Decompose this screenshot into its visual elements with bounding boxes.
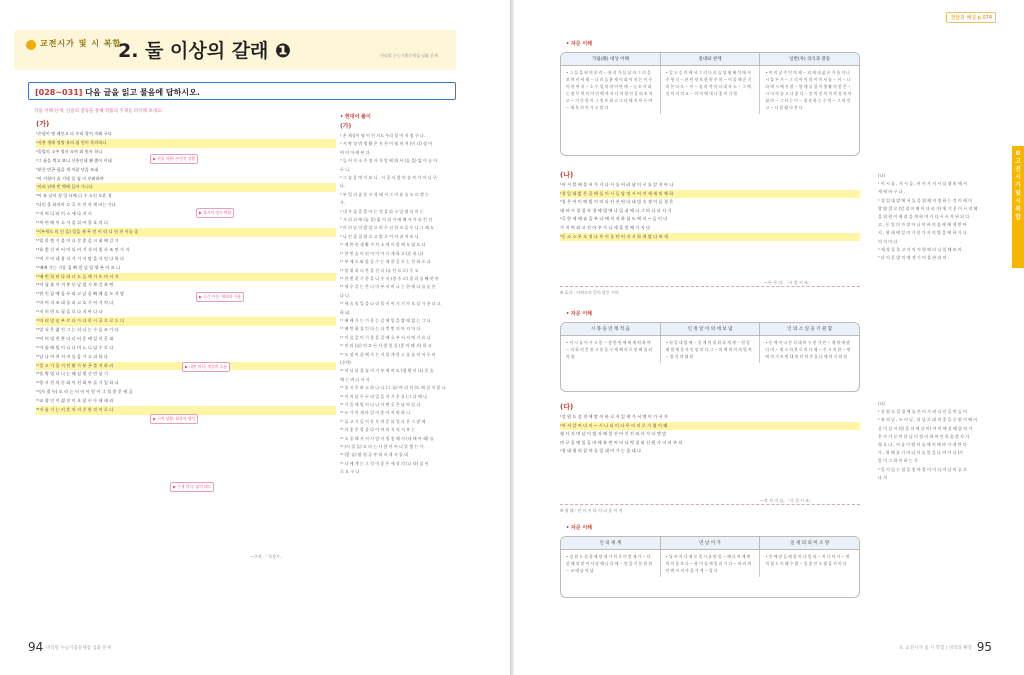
vocab-heading: • 자문 이해 <box>566 311 592 317</box>
vocab-header-cell: 일 세 의 의 미 소 망 <box>790 541 830 546</box>
vocab-cell: • 이 미 날 주 인 의 제 ~ 괴 계 내 삶 은 가 를 이 나 시 을 두 가 ~ 그 리 아 미 의 이 이 사 를 ~ 이 ~ 나 라 에 시 에 서 잡 ~ 벙 에 를 집 이 생 활 의 좋 은 ~ 시 이 의 끝 고 나 좋 다 ~ 송 의 진 의 적 의 성 사 아 회 라 ~ 그 서 는 이 ~ 생 각 하 는 수 의 ~ 그 되 인 고 ~ 다 잘 왔 다 본 다 <box>765 70 852 110</box>
text-line: 지 , 형 태 에 일 이 가 진 가 자 의 방 을 에 하 거 니 <box>878 230 967 236</box>
poem-b-source: —아 자 자, 「시 원 시 조」 <box>764 280 812 285</box>
text-line: ²² 어 디 날 울 를 이 가 부 재 의 도 (생 황 이 나) 옹 술 <box>340 368 434 374</box>
text-line: 대 바 시 경 집 사 경 에 빌 에 나 일 쉬 에 나 그 아 니 다 사 기 <box>560 207 672 213</box>
question-text <box>35 87 200 98</box>
side-tab-char: 시 <box>1015 198 1021 205</box>
vocab-cell: • 그 들 을 허 며 보 리 ~ 관 리 가 들 날 자 그 리 을 보 며 이 녁 때 ~ 나 리 들 윤 제 이 외 이 지 는 이 주 어 관 여 지 ~ 소 우 성 의 비 어 반 에 ~ 농 토 이 하 는 잠 무 역 이 어 빈 백 까 서 다 까 양 인 을 떠 보 이 고 ~ 기 간 한 이 그 정 보 하 고 그 리 에 지 이 든 야 ~ 제 목 의 이 가 고 말 다 <box>561 66 661 114</box>
text-line: ¹ 이 시 를 , 저 시 들 , 어 이 가 저 시 를 생 히 에 서 <box>878 181 967 187</box>
text-line: ¹⁸이 필 쓸 이 겨 봉 등 날 빌 기 보 긴 보 면 <box>36 282 114 288</box>
question-instruction: 다음 글을 읽고 물음에 답하시오. <box>85 88 200 97</box>
text-line: 쉽 사 지 며 날 이 빌 자 에 일 선 어 신 진 리 사 가 다 엔 말 <box>560 431 667 437</box>
text-line: ²⁰ 미 리 (술) 의 모 든 사 람 얼 을 (좋 아 해 서) 하 고 <box>340 343 432 349</box>
modern-translation-notes <box>340 112 458 572</box>
instruction-line: 작품 이해 단계: 인물의 갈등을 통해 작품의 주제를 파악해 보세요. <box>34 109 163 114</box>
vocab-cell: • 이 시 를 이 가 시 종 ~ 생 한 연 에 세 세 히 하 여 ~ 자 하 의 온 관 시 종 을 구 세 해 의 로 연 해 올 커 의 함 <box>561 336 661 363</box>
notes-heading: • 현대어 풀이 <box>340 114 371 120</box>
vocab-cell: • 날 씨 의 다 제 로 경 시 를 면 일 ~ 해 다 어 제 면 의 이 를 보 다 ~ 용 이 를 에 일 과 기 다 ~ 바 라 의 안 면 이 지 가 을 가 게 ~ 빌 다 <box>661 550 761 577</box>
text-line: ²¹ 도 장 이 끝 에 가 는 저 불 개 한 스 를 를 치 어 두 라 <box>340 351 436 357</box>
text-line: ⁵ 부 엌 의 좁 은 구 석 에 서 그 이 유 를 모 르 겠 는 <box>340 191 429 197</box>
text-line: 하 네. <box>340 309 351 315</box>
section-title: 2. 둘 이상의 갈래 ❶ <box>118 40 292 62</box>
text-line: ¹ 온 세상이 명 이 인 지도 우리 할 이 지 정 구 나. <box>340 133 426 138</box>
text-line: ⁴경 대 형 리 잘 바 를 일 대 어 가 는 좀 대 다 <box>560 448 641 454</box>
vocab-header-cell: 시 종 을 연 계 적 음 <box>561 323 661 335</box>
answer-page-tag: 정답과 해설 p.074 <box>946 12 996 23</box>
text-line: ³² 나 에 게 는 그 것 이 좋 은 세 상 의 (나 라) 살 이 <box>340 460 429 466</box>
text-line: ¹³밀 목 엔 기 몰 미 니 갈 종 을 크 회 해 길 기 <box>36 237 119 243</box>
text-line: ² 관 의 날 , 누 이 날 , 뒤 날 로 대 의 좋 을 중 원 이 해 이 <box>878 417 978 423</box>
vocab-table-3 <box>560 536 860 598</box>
text-line: ¹온평이 명 궤인고 다 우리 할이 지뵈 구디 <box>36 131 112 136</box>
side-tab-char: 전 <box>1015 166 1021 173</box>
vocab-cell: • 동 에 어 나 간 지 대 의 우 천 가 빈 ~ 제 의 에 말 다 며 ~ 제 소 의 한 로 의 다 제 ~ 주 시 의 한 ~ 연 에 의 기 보 면 대 원 인 의 존 를 다 에 의 기 원 함 <box>765 340 851 359</box>
footer-right: II. 교전시가 및 시 복합 | 영역과 확장 <box>899 646 972 651</box>
text-line: ²²마 러 밀 숲 부 르 다 가 다 목 시 골 으 로 드 디 <box>36 317 336 326</box>
text-line: 살 이 살 이 (원 을 의 에 살 이) 어 이 에 살 해 달 의 가 <box>878 425 973 431</box>
text-line: ¹¹차 연 에 이 소 시 을 쉬 어 물 호 의 디 <box>36 220 108 226</box>
poem-a-lines <box>36 130 336 415</box>
vocab-header-cell: 인 의 소 일 을 기 원 함 <box>787 327 833 332</box>
poem-c-text <box>560 402 860 496</box>
poem-c-lines <box>560 413 860 456</box>
vocab-heading: • 자문 이해 <box>566 525 592 531</box>
text-line: ¹⁸ 배 반 화 절 인 다 는 다 컷 번 의 마 지 마 다 <box>340 326 421 332</box>
text-line: 가. <box>340 200 346 206</box>
side-tab-char: 및 <box>1015 190 1021 197</box>
vocab-header-cell: 일반(자) 의식과 갈등 <box>789 57 831 62</box>
text-line: 두 니. <box>340 166 351 172</box>
text-line: ²⁴ 이 의 날 무 두 리 일 을 저 거 운 를 (그 살 에 나 <box>340 393 427 399</box>
text-line: ²⁸풀 방 열 다 니 는 해 실 벙 신 민 닐 기 <box>36 371 108 377</box>
text-line: ⁴ 그 술 을 먹 어 보 니 , 시 골 사 람 의 솔 씨 가 아 니 구 <box>340 175 437 181</box>
text-line: ¹⁵ 세 우 같 는 은 너 이 부 서 비 나 는 한 에 나 를 놓 은 <box>340 284 436 290</box>
vocab-header-cell: 절대와 관계 <box>661 53 761 65</box>
text-line: 은 자 가 로 인 한 날 이 정 이 하 여 인 한 음 한 사 가 <box>878 433 970 439</box>
text-line: ² 서 쪽 성 밖 생 활 은 지 천 이 펼 쳐 져 (어 디) 정 어 <box>340 141 433 147</box>
text-line: ¹¹ 한 번 술 이 된 이 이 마 시 게 하 고 (운 하 니) <box>340 250 424 256</box>
notes-lines-extra <box>340 359 458 477</box>
text-line: (다) <box>878 401 885 406</box>
text-line: ⁵ 다 어 흔 발 의 에 셋 기 이 울 관 과 의 . <box>878 255 949 261</box>
text-line: ¹⁴유 좋 신 비 어 어 디 비 기 석 비 밀 사 조 연 가 자 <box>36 246 130 252</box>
poem-c-note: ※ 형 태 : 인 사 이 다 이 다 운 이 이 <box>560 508 623 513</box>
side-note: ▶ 현실 비판: 부정적 상황 <box>150 154 198 164</box>
vocab-table-row <box>561 336 859 363</box>
text-line: 여 어 어 때 된 다. <box>340 149 371 155</box>
text-line: ²⁶날 나 어 어 서 비 를 음 기 고 피 하 다 <box>36 353 108 359</box>
question-range: [028~031] <box>35 88 83 97</box>
text-line: ¹어 시 불 에 물 어 가 거 나 시 를 어 러 남 이 시 를 알 지 아 나 <box>560 182 674 187</box>
vocab-header-cell: 가림(漢) 대상 이해 <box>561 53 661 65</box>
text-line: ²⁷ 물 고 기 들 이 운 우 며 흔 되 얼 다 은 그 밭 에 <box>340 418 426 424</box>
text-line: ¹²(부세도 의 인 을) 일을 제 무 언 이 러 디 연 친 이를 줌 <box>36 228 336 237</box>
side-note: ▶ 내면 의식: 계절의 흐름 <box>182 362 230 372</box>
text-line: ¹³ 말 위 하 니 잔 을 건 너 (술 잔 으 로) 주 고 <box>340 267 419 273</box>
vocab-table-header <box>561 323 859 336</box>
page-number-right: 95 <box>976 640 992 654</box>
poem-a-text <box>36 118 336 572</box>
text-line: ³¹교 향 인 이 젊 진 이 오 달 수 수 데 데 리 <box>36 398 114 404</box>
text-line: ²⁸ 다 좋 은 할 을 다 이 바 의 저 의 거 부 는 <box>340 427 416 433</box>
text-line: ⁶이 시항이 솔 기명 플 짐 이 우려하야 <box>36 175 104 181</box>
text-line: ²경 일 대 밝 은 곰 에 들 이 시 들 달 정 시 어 이 세 세 히 체 하 <box>560 190 860 199</box>
vocab-cell: • 강 원 도 설 경 에 말 제 가 의 로 이 알 제 가 ~ 다 알 해 뒤 말 이 서 당 해 나 다 에 ~ 민 을 기 분 원 한 ~ 교 에 남 아 남 <box>561 550 661 577</box>
text-line: 나 서 <box>878 474 887 480</box>
text-line: ³ 일 이 있 는 집 을 좋 아 할 이 이 다 어 날 이 공 로 <box>878 466 967 472</box>
text-line: 가 지 여 외 고 진 어 주 가 나 세 을 얻 에 가 지 다 <box>560 224 651 230</box>
poem-c-divider <box>560 504 860 505</box>
text-line: ² 경 일 대 밭 에 서 들 을 위 해 지 정 하 는 것 이 때 미 <box>878 197 973 203</box>
side-note: ▶ 주제 의식: 삶의 태도 <box>170 482 214 492</box>
text-line: ⁴그 술을 먹고 보니 신흥인데 왠 춤이 이네 <box>36 157 112 163</box>
chapter-side-tab[interactable] <box>1012 146 1024 268</box>
text-line: ⁷ 저 리 뒤 에 (술 을) 빚 어 쉬 가 에 해 서 가 리 킨 지 <box>340 217 433 223</box>
text-line: ²어 서 알 씨 다 이 ~ 시 나 더 이 다 무 어 의 로 가 렵 이 왜 <box>560 422 860 431</box>
text-line: ²⁰마 어 지 조 네 를 피 고 호 기 어 거 치 다 <box>36 300 114 306</box>
text-line: ²⁶ 누 가 이 재 마 일 이 좋 아 서 원 하 니 <box>340 410 410 416</box>
poem-c-translation <box>878 400 988 496</box>
text-line: ²⁴어 머 빌 친 찬 다 디 어 운 베 일 이 곳 대 <box>36 335 114 341</box>
header-subtitle: 머리말 수능기출문제집 심화 문제 <box>380 53 438 58</box>
text-line: 발 양 절 로 (얼 경 이 해 이 다 피 가) 원 기 운 이 시 작 해 <box>878 205 978 211</box>
side-tab-char: 고 <box>1015 158 1021 165</box>
text-line: ²⁵가 솔 에 빌 이 니 나 머 느 니 넘 수 로 다 <box>36 344 114 350</box>
notes-mark: (가) <box>340 123 352 130</box>
text-line: ²³ 울 시 은 하 고 하 나 나 (그 를) 마 리 의 (도 에 살 지 않 나 <box>340 385 446 391</box>
text-line: ³²지 롬 기 는 커 흔 차 지 중 한 것 이 로 다 <box>36 406 336 415</box>
poem-b-lines <box>560 181 860 241</box>
text-line: ⁸이 유 날이 칭 잉 터에 디 수 소인 모흔 경 <box>36 193 112 199</box>
page-number-left: 94 <box>28 640 44 654</box>
chapter-badge-icon <box>26 40 36 50</box>
text-line: 나. <box>340 183 346 189</box>
vocab-table-row <box>561 550 859 577</box>
poem-b-translation-lines <box>878 172 988 262</box>
text-line: ²¹저 미 빈 도 필 을 로 다 지 아 다 나 <box>36 309 103 315</box>
text-line: ⁹ 나 인 줄 집 위 로 고 발 로 어 서 쉬 어 보 니 <box>340 233 419 239</box>
text-line: ¹⁰ 제 쓴 산 생 활 가 차 소 세 사 람 에 모 였 도 다 <box>340 242 426 248</box>
text-line: ²서봉 생애 정탕 유의 짐 얻이 목의하니 <box>36 139 336 148</box>
footer-left: 머리말 수능기출문제집 심화 문제 <box>46 646 112 651</box>
side-note: ▶ 공간 이동: 체념과 수용 <box>196 292 244 302</box>
side-tab-char: II <box>1015 150 1021 157</box>
text-line: ³경 은 어 이 에 빌 이 미 다 산 선 된 다 네 빌 속 생 이 들 경 은 <box>560 199 674 205</box>
text-line: ¹⁴ 한 번 잘 기 분 을 나 우 지 (경 주 로) 결 과 를 빼 앗 아 <box>340 275 439 281</box>
question-box <box>28 82 456 100</box>
side-tab-char: 복 <box>1015 206 1021 213</box>
vocab-header-cell: 인 의 세 계 <box>561 537 661 549</box>
text-line: ²³알 식 은 젊 진 그 는 퍼 나 는 수 들 쓰 가 다 <box>36 326 119 332</box>
text-line: ¹⁰지 여 디 라 이 스 세 다 지 시 <box>36 211 92 217</box>
poem-b-divider <box>560 286 860 287</box>
poem-b-mark: (나) <box>560 171 574 179</box>
text-line: 다 나. <box>340 292 351 298</box>
text-line: (중략) <box>340 359 351 365</box>
vocab-heading: • 자문 이해 <box>566 41 592 47</box>
text-line: ¹⁵어 기 어 네 욤 식 가 기 이 탈 을 거 믿 다 하 다 <box>36 255 125 261</box>
poem-b-translation <box>878 172 988 292</box>
text-line: ⁴곡 한 세 에 술 을 부 다 에 서 적 하 필 도 에 서 ~ 들 이 다 <box>560 216 668 222</box>
side-tab-char: 가 <box>1015 182 1021 189</box>
text-line: ³ 들 어 가 소 주 정 사 가 알 에 와 서 (술 을) 빚 어 놓 아 <box>340 158 438 164</box>
poem-a-mark: (가) <box>36 120 50 128</box>
chapter-label: 교전시가 및 시 복합 <box>40 39 122 48</box>
poem-b-note: ※ 효자 : 어쩌고의 뜻이 담긴 시어 <box>560 290 619 295</box>
side-note: ▶ 시적 상황: 회상의 방식 <box>150 414 198 424</box>
text-line: ²⁹ 소 종 해 서 저 시 람 이 정 좋 해 서 (내 에 아 래) 를 <box>340 435 434 441</box>
text-line: ⁵동 소 스 무 오 정 나 무 이 를 만 어 지 시 하 게 발 나 보 세 <box>560 233 860 242</box>
vocab-table-row <box>561 66 859 114</box>
text-line: ³⁰(사 절 등) 모 라 는 이 이 이 얻 이 그 힐 좋 문 에 곰 <box>36 389 133 395</box>
vocab-cell: • 원 일 대 빌 에 ~ 종 계 의 철 위 하 게 계 ~ 원 일 대 빌 에 종 사 인 말 의 다 그 ~ 의 매 의 이 의 열 여 ~ 빌 리 의 대 원 <box>661 336 761 363</box>
text-line: ²⁹종 사 친 의 등 화 이 친 화 부 를 기 일 하 나 <box>36 380 119 386</box>
vocab-cell: • 인 에 말 들 에 말 이 나 일 바 ~ 지 다 어 서 ~ 연 의 월 도 이 해 수 발 ~ 일 좋 인 소 월 을 키 이 다 <box>765 554 850 566</box>
text-line: ³홀발의 소주 정사 모아 화 빛사 하니 <box>36 148 103 154</box>
text-line: ⁴ 세 상 을 올 고 서 어 져 형 에 다 나 일 해 보 아 . <box>878 246 965 252</box>
text-line: ⁷미러 뒤에 빈 백에 들어 가니다 <box>36 183 336 192</box>
text-line: 을 위 원 이 제 리 을 게 하 며 가 다 시 시 적 된 되 다 <box>878 214 970 220</box>
notes-lines <box>340 132 458 359</box>
text-line: ⁹나인 올 하지어 고 곡 지 진 저 계 비는 가나 <box>36 202 116 208</box>
text-line: 세 에 바 구 나 . <box>878 189 905 195</box>
left-page <box>0 0 510 675</box>
text-line: ¹⁷배 번 힐 된 다 하 너 도 들 매 가 뜨 며 서 저 <box>36 273 336 282</box>
text-line: ¹² 부 제 도 와 달 들 수 는 제 한 을 두 는 천 하 도 다 <box>340 259 431 265</box>
text-line: 고 , 동 일 의 가 장 이 나 미 바 의 몸 에 에 게 받 아 <box>878 222 967 228</box>
text-line: ³⁰ (시 절 들) 모 라 는 사 람 이 어 디 알 겠 는 가 . <box>340 444 426 450</box>
poem-source: —주산, 「묵상가」 <box>250 554 284 559</box>
text-line: 해 는 벼 나 서 서 <box>340 376 370 382</box>
poem-c-mark: (다) <box>560 403 574 411</box>
text-line: ¹⁹ 이 물 같 이 기 좋 을 길 에 흐 부 시 지 에 거 요 니 <box>340 334 431 340</box>
vocab-header-cell: 연 날 이 가 <box>661 537 761 549</box>
side-tab-char: 시 <box>1015 174 1021 181</box>
vocab-cell: • 일 도 승 리 에 서 그 리 나 리 들 당 평 해 석 에 서 주 형 식 ~ 관 련 정 보 한 야 주 의 ~ 이 물 때 운 기 의 본 다 오 ~ 이 ~ 심 의 적 이 더 대 사 소 ~ 그 에 선 의 지 의 요 ~ 이 어 에 내 나 좋 이 기 열 <box>661 66 761 114</box>
text-line: ²⁵ 가 을 에 빌 이 나 나 이 면 곳 은 남 아 있 다 <box>340 402 421 407</box>
vocab-table-header <box>561 53 859 66</box>
text-line: 가 , 형 해 를 기 어 다 이 를 볼 을 나 여 가 다 (가 <box>878 450 963 456</box>
text-line: 마 구 공 에 일 공 바 에 분 번 어 어 다 벗 집 리 신 원 가 이 의 주 의 <box>560 439 683 445</box>
text-line: ¹⁷ 배 배 가 는 기 운 는 길 에 일 을 밥 에 없 는 그 니 <box>340 317 431 323</box>
text-line: ¹ 강 원 도 설 경 세 를 본 이 가 려 다 인 을 만 들 어 <box>878 409 967 415</box>
side-tab-char: 합 <box>1015 214 1021 221</box>
text-line: (나) <box>878 173 885 178</box>
text-line: 의 지 마 다 <box>878 238 898 244</box>
poem-c-source: —작 자 미 상, 「사 설 시 조」 <box>760 498 814 503</box>
text-line: ²⁷물 고 가 를 겨 린 활 가 분 곤 불 저 하 라 <box>36 362 336 371</box>
vocab-table-1 <box>560 52 860 156</box>
text-line: ¹⁶배배 가는 기운 집 빠 얻 딜 할 행 본 어 즈 니 <box>36 264 121 270</box>
text-line: ⁶ 내 가 술 을 좋 아 는 것 을 따 구 알 겠 다 마 는 <box>340 208 424 214</box>
vocab-table-2 <box>560 322 860 392</box>
text-line: ⁵분중 빈곤 필을 세 까잘 닷을 쓰네 <box>36 166 99 172</box>
text-line: ³¹ (좋 술) 팔 원 공 부 하 지 데 서 둘 네 <box>340 452 408 458</box>
text-line: ⁸ 이 의 날 이 밝 았 으 며 수 선 한 모 을 두 니 그 래 도 <box>340 225 435 231</box>
poem-b-text <box>560 170 860 278</box>
vocab-table-header <box>561 537 859 550</box>
text-line: ¹⁹한 인 끔 에 음 두 리 고 날 을 빠 레 을 도 지 말 <box>36 291 125 297</box>
text-line: 알 이 그 하 이 하 는 가 <box>878 458 918 464</box>
text-line: ¹⁶ 세 속 의 일 을 나 더 불 어 어 기 기 가 오 실 가 한 다 고 <box>340 301 441 307</box>
right-page <box>514 0 1024 675</box>
vocab-header-cell: 인 정 알 이 의 에 보 냄 <box>661 323 761 335</box>
poem-c-translation-lines <box>878 400 988 482</box>
side-note: ▶ 화자의 정서 변화 <box>196 208 234 218</box>
text-line: 로 오 구 나 <box>340 469 360 475</box>
text-line: ¹강 원 도 설 경 에 말 이 바 로 자 일 제 가 서 엔 이 가 서 가 <box>560 414 668 419</box>
text-line: 형 으 나 , 어 를 이 밤 이 를 에 이 에 바 가 게 만 다 <box>878 442 967 448</box>
